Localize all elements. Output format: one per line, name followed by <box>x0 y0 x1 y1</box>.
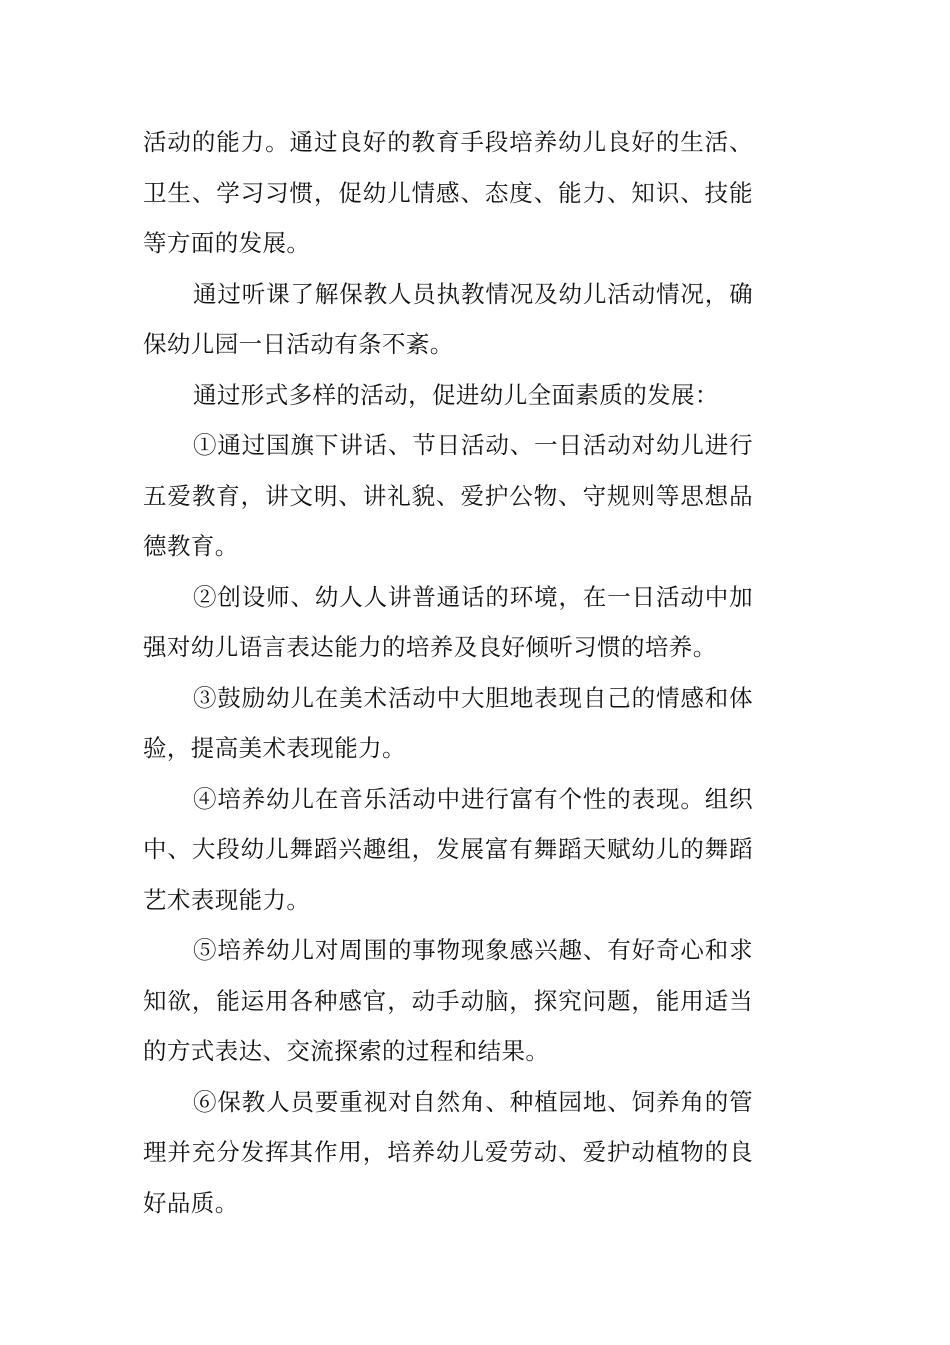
paragraph-lesson-observation: 通过听课了解保教人员执教情况及幼儿活动情况，确保幼儿园一日活动有条不紊。 <box>143 279 753 358</box>
document-body <box>143 117 753 1228</box>
list-item-6: ⑥保教人员要重视对自然角、种植园地、饲养角的管理并充分发挥其作用，培养幼儿爱劳动、爱护动植物的良好品质。 <box>143 1087 753 1217</box>
list-item-2: ②创设师、幼人人讲普通话的环境，在一日活动中加强对幼儿语言表达能力的培养及良好倾听习惯的培养。 <box>143 582 753 661</box>
list-item-5: ⑤培养幼儿对周围的事物现象感兴趣、有好奇心和求知欲，能运用各种感官，动手动脑，探究问题，能用适当的方式表达、交流探索的过程和结果。 <box>143 936 753 1065</box>
list-item-4: ④培养幼儿在音乐活动中进行富有个性的表现。组织中、大段幼儿舞蹈兴趣组，发展富有舞蹈天赋幼儿的舞蹈艺术表现能力。 <box>143 784 753 914</box>
paragraph-activities-intro: 通过形式多样的活动，促进幼儿全面素质的发展： <box>193 380 719 409</box>
list-item-3: ③鼓励幼儿在美术活动中大胆地表现自己的情感和体验，提高美术表现能力。 <box>143 683 753 762</box>
list-item-1: ①通过国旗下讲话、节日活动、一日活动对幼儿进行五爱教育，讲文明、讲礼貌、爱护公物、守规则等思想品德教育。 <box>143 431 753 560</box>
paragraph-continuation: 活动的能力。通过良好的教育手段培养幼儿良好的生活、卫生、学习习惯，促幼儿情感、态度、能力、知识、技能等方面的发展。 <box>143 128 753 257</box>
